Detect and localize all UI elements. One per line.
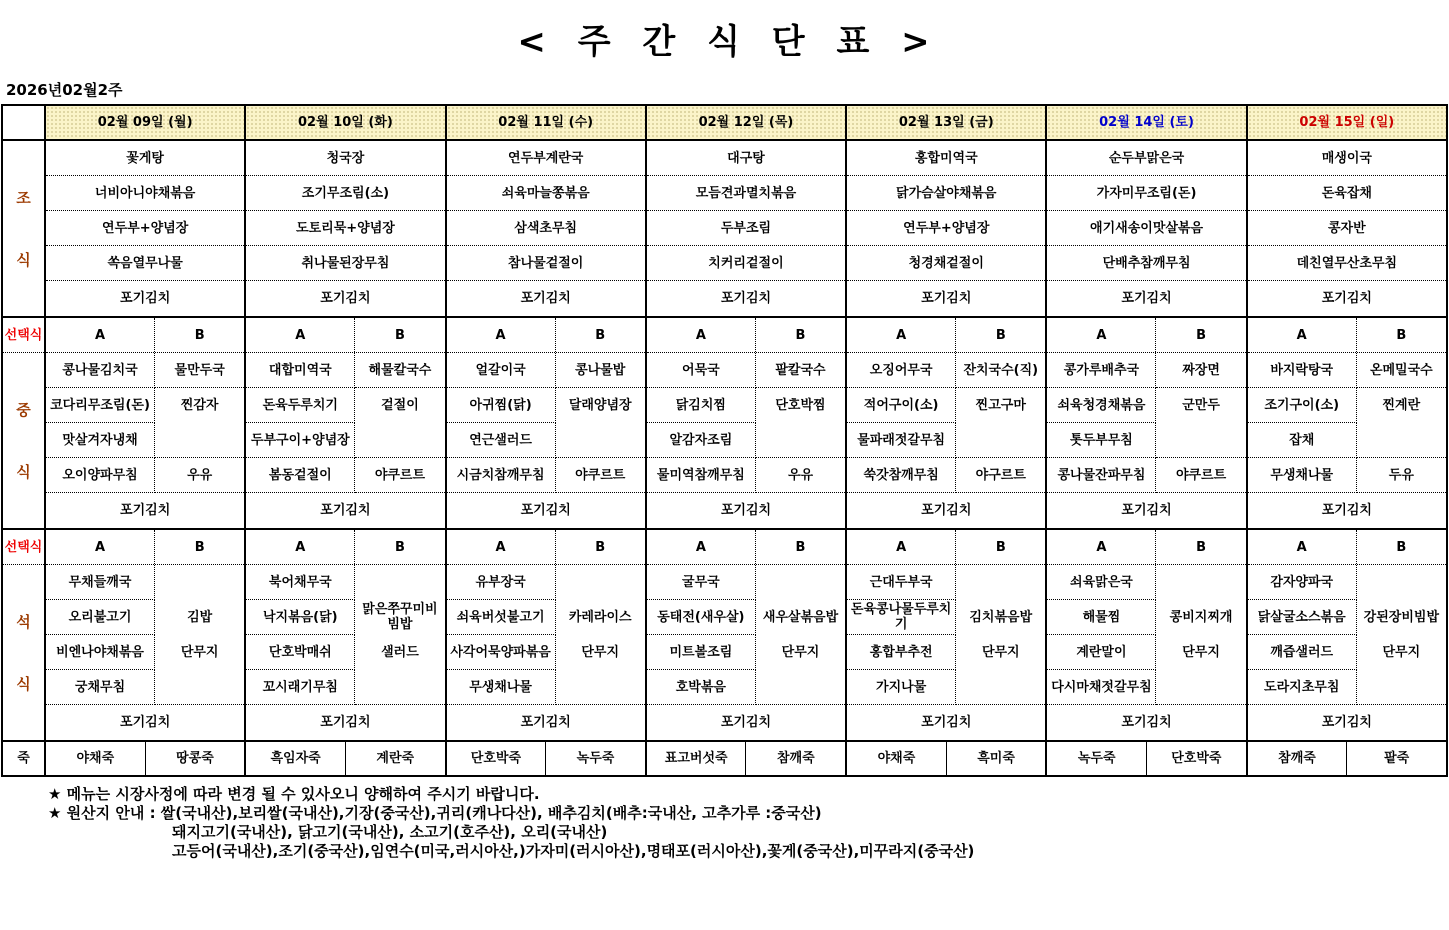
day-column-thu	[645, 106, 845, 775]
menu-cell: 조기구이(소)	[1248, 388, 1357, 423]
menu-cell: 콩나물잔파무침	[1047, 458, 1156, 493]
menu-cell: 콩가루배추국	[1047, 353, 1156, 388]
row-label-char: 식	[16, 674, 31, 693]
menu-cell: 꽃게탕	[46, 141, 244, 176]
choice-b-header: B	[394, 327, 405, 343]
lunch-section	[1047, 316, 1245, 528]
choice-header-row	[847, 530, 1045, 565]
row-label-char: 식	[16, 250, 31, 269]
choice-b-header: B	[995, 327, 1006, 343]
choice-b-header: B	[795, 539, 806, 555]
breakfast-section	[246, 139, 444, 316]
porridge-cell: 녹두죽	[576, 751, 615, 766]
choice-a-header: A	[847, 530, 956, 564]
menu-cell: 쇠육마늘쫑볶음	[447, 176, 645, 211]
menu-cell: 콩비지찌개	[1169, 609, 1233, 625]
row-label-char: 석	[16, 613, 31, 632]
note-line: 돼지고기(국내산), 닭고기(국내산), 소고기(호주산), 오리(국내산)	[172, 823, 608, 841]
menu-cell: 대합미역국	[246, 353, 355, 388]
day-column-fri	[845, 106, 1045, 775]
kimchi-cell: 포기김치	[1321, 715, 1372, 730]
menu-cell: 도라지초무침	[1248, 670, 1357, 705]
menu-cell: 단호박찜	[756, 388, 845, 458]
choice-a-header: A	[1047, 318, 1156, 352]
row-label-choice-dinner: 선택식	[3, 530, 44, 565]
menu-cell: 도토리묵+양념장	[246, 211, 444, 246]
menu-cell: 적어구이(소)	[847, 388, 956, 423]
menu-cell: 단무지	[581, 644, 620, 660]
menu-cell: 쇠육청경채볶음	[1047, 388, 1156, 423]
dinner-grid	[246, 565, 444, 740]
kimchi-cell: 포기김치	[320, 291, 371, 306]
choice-header-row	[46, 318, 244, 353]
choice-b-header: B	[1196, 539, 1207, 555]
menu-cell: 유부장국	[447, 565, 556, 600]
menu-cell: 물미역참깨무침	[647, 458, 756, 493]
menu-cell-group	[556, 565, 645, 705]
menu-cell: 두부조림	[647, 211, 845, 246]
choice-header-row	[847, 318, 1045, 353]
porridge-cell: 참깨죽	[776, 751, 815, 766]
kimchi-cell: 포기김치	[921, 503, 972, 518]
lunch-section	[447, 316, 645, 528]
lunch-grid	[1248, 353, 1446, 528]
porridge-section	[46, 740, 244, 775]
porridge-cell: 단호박죽	[447, 742, 547, 775]
breakfast-section	[447, 139, 645, 316]
breakfast-section	[46, 139, 244, 316]
porridge-section	[1047, 740, 1245, 775]
dinner-section	[647, 528, 845, 740]
kimchi-cell: 포기김치	[320, 503, 371, 518]
choice-header-row	[647, 530, 845, 565]
row-label-char: 조	[16, 189, 31, 208]
porridge-section	[246, 740, 444, 775]
row-label-lunch	[3, 353, 44, 528]
choice-b-header: B	[595, 327, 606, 343]
menu-cell: 애기새송이맛살볶음	[1047, 211, 1245, 246]
day-column-sun	[1246, 106, 1446, 775]
menu-cell: 청국장	[246, 141, 444, 176]
date-header: 02월 09일 (월)	[46, 106, 244, 139]
porridge-section	[847, 740, 1045, 775]
menu-cell: 카레라이스	[568, 609, 632, 625]
menu-cell: 알감자조림	[647, 423, 756, 458]
porridge-section	[647, 740, 845, 775]
porridge-cell: 팥죽	[1384, 751, 1410, 766]
dinner-grid	[46, 565, 244, 740]
row-label-dinner	[3, 565, 44, 740]
kimchi-cell: 포기김치	[921, 715, 972, 730]
note-line: ★ 원산지 안내 : 쌀(국내산),보리쌀(국내산),기장(중국산),귀리(캐나다산), 배추김치(배추:국내산, 고추가루 :중국산)	[48, 804, 822, 822]
lunch-grid	[647, 353, 845, 528]
menu-cell: 콩자반	[1248, 211, 1446, 246]
breakfast-section	[1047, 139, 1245, 316]
day-column-mon	[44, 106, 244, 775]
kimchi-cell: 포기김치	[520, 715, 571, 730]
lunch-grid	[46, 353, 244, 528]
dinner-grid	[1047, 565, 1245, 740]
row-label-lunch-group	[3, 316, 44, 528]
porridge-cell: 야채죽	[847, 742, 947, 775]
menu-cell: 연두부계란국	[447, 141, 645, 176]
menu-cell: 깨즙샐러드	[1248, 635, 1357, 670]
menu-cell: 닭살굴소스볶음	[1248, 600, 1357, 635]
menu-cell: 홍합부추전	[847, 635, 956, 670]
menu-cell: 오이양파무침	[46, 458, 155, 493]
choice-b-header: B	[995, 539, 1006, 555]
day-column-tue	[244, 106, 444, 775]
menu-cell: 야쿠르트	[355, 458, 444, 493]
kimchi-cell: 포기김치	[1121, 503, 1172, 518]
weekly-menu-table	[1, 104, 1448, 777]
menu-cell: 감자양파국	[1248, 565, 1357, 600]
menu-cell: 단배추참깨무침	[1047, 246, 1245, 281]
dinner-section	[1248, 528, 1446, 740]
menu-cell: 무생채나물	[1248, 458, 1357, 493]
lunch-grid	[1047, 353, 1245, 528]
menu-cell: 야쿠르트	[1156, 458, 1245, 493]
menu-cell: 계란말이	[1047, 635, 1156, 670]
menu-cell: 연근샐러드	[447, 423, 556, 458]
kimchi-cell: 포기김치	[720, 503, 772, 518]
choice-a-header: A	[447, 530, 556, 564]
choice-a-header: A	[1248, 530, 1357, 564]
menu-cell: 쇠육맑은국	[1047, 565, 1156, 600]
choice-a-header: A	[647, 318, 756, 352]
menu-cell: 군만두	[1156, 388, 1245, 458]
menu-cell: 두부구이+양념장	[246, 423, 355, 458]
kimchi-cell: 포기김치	[120, 291, 171, 306]
menu-cell: 단무지	[781, 644, 820, 660]
choice-a-header: A	[46, 318, 155, 352]
menu-cell: 샐러드	[381, 644, 419, 660]
dinner-section	[1047, 528, 1245, 740]
choice-a-header: A	[246, 530, 355, 564]
menu-cell: 동태전(새우살)	[647, 600, 756, 635]
menu-cell: 홍합미역국	[847, 141, 1045, 176]
menu-cell: 쇠육버섯불고기	[447, 600, 556, 635]
breakfast-section	[1248, 139, 1446, 316]
menu-cell: 야쿠르트	[556, 458, 645, 493]
dinner-grid	[447, 565, 645, 740]
kimchi-cell: 포기김치	[1121, 291, 1172, 306]
choice-b-header: B	[194, 539, 205, 555]
menu-cell: 궁채무침	[46, 670, 155, 705]
row-label-choice-lunch: 선택식	[3, 318, 44, 353]
menu-cell: 해물칼국수	[355, 353, 444, 388]
dinner-grid	[647, 565, 845, 740]
menu-cell: 잔치국수(직)	[956, 353, 1045, 388]
menu-cell: 무채들깨국	[46, 565, 155, 600]
menu-cell: 닭김치찜	[647, 388, 756, 423]
choice-b-header: B	[1396, 327, 1407, 343]
menu-cell: 꼬시래기무침	[246, 670, 355, 705]
porridge-cell: 흑미죽	[977, 751, 1015, 766]
menu-cell: 사각어묵양파볶음	[447, 635, 556, 670]
menu-cell: 모듬견과멸치볶음	[647, 176, 845, 211]
menu-cell: 겉절이	[355, 388, 444, 458]
menu-cell: 가자미무조림(돈)	[1047, 176, 1245, 211]
page-title: < 주 간 식 단 표 >	[517, 22, 932, 62]
choice-b-header: B	[795, 327, 806, 343]
menu-cell: 봄동겉절이	[246, 458, 355, 493]
menu-cell: 호박볶음	[647, 670, 756, 705]
menu-cell: 강된장비빔밥	[1363, 609, 1440, 625]
choice-header-row	[246, 318, 444, 353]
lunch-grid	[847, 353, 1045, 528]
date-header: 02월 14일 (토)	[1047, 106, 1245, 139]
choice-header-row	[1047, 530, 1245, 565]
menu-cell: 오리불고기	[46, 600, 155, 635]
day-column-wed	[445, 106, 645, 775]
row-label-char: 중	[16, 401, 31, 420]
menu-cell: 콩나물밥	[556, 353, 645, 388]
menu-cell: 단무지	[1182, 644, 1220, 660]
menu-cell: 무생채나물	[447, 670, 556, 705]
menu-cell: 찐계란	[1357, 388, 1446, 458]
choice-a-header: A	[46, 530, 155, 564]
menu-cell: 삼색초무침	[447, 211, 645, 246]
menu-cell: 조기무조림(소)	[246, 176, 444, 211]
lunch-section	[46, 316, 244, 528]
choice-b-header: B	[1196, 327, 1207, 343]
dinner-section	[447, 528, 645, 740]
porridge-section	[447, 740, 645, 775]
choice-a-header: A	[1248, 318, 1357, 352]
menu-cell: 맛살겨자냉채	[46, 423, 155, 458]
date-header: 02월 15일 (일)	[1248, 106, 1446, 139]
row-label-porridge: 죽	[3, 740, 44, 775]
porridge-section	[1248, 740, 1446, 775]
choice-a-header: A	[1047, 530, 1156, 564]
kimchi-cell: 포기김치	[320, 715, 371, 730]
menu-cell: 근대두부국	[847, 565, 956, 600]
porridge-cell: 흑임자죽	[246, 742, 346, 775]
menu-cell: 아귀찜(닭)	[447, 388, 556, 423]
kimchi-cell: 포기김치	[720, 715, 772, 730]
menu-cell: 톳두부무침	[1047, 423, 1156, 458]
porridge-cell: 표고버섯죽	[647, 742, 747, 775]
menu-cell: 쏙음열무나물	[46, 246, 244, 281]
menu-cell-group	[155, 565, 244, 705]
row-label-dinner-group	[3, 528, 44, 740]
menu-cell-group	[1357, 565, 1446, 705]
menu-cell: 북어채무국	[246, 565, 355, 600]
porridge-cell: 땅콩죽	[176, 751, 214, 766]
date-header: 02월 11일 (수)	[447, 106, 645, 139]
menu-cell: 참나물겉절이	[447, 246, 645, 281]
menu-cell: 너비아니야채볶음	[46, 176, 244, 211]
menu-cell: 단무지	[981, 644, 1020, 660]
menu-cell-group	[355, 565, 444, 705]
breakfast-section	[847, 139, 1045, 316]
menu-cell-group	[956, 565, 1045, 705]
menu-cell: 팥칼국수	[756, 353, 845, 388]
choice-header-row	[647, 318, 845, 353]
day-column-sat	[1045, 106, 1245, 775]
lunch-section	[1248, 316, 1446, 528]
menu-cell: 짜장면	[1156, 353, 1245, 388]
menu-cell: 단무지	[1382, 644, 1421, 660]
choice-b-header: B	[194, 327, 205, 343]
note-line: 고등어(국내산),조기(중국산),임연수(미국,러시아산,)가자미(러시아산),명태포(러시아산),꽃게(중국산),미꾸라지(중국산)	[172, 842, 975, 860]
footer-notes	[48, 785, 1449, 861]
choice-header-row	[1047, 318, 1245, 353]
menu-cell: 우유	[155, 458, 244, 493]
choice-header-row	[447, 318, 645, 353]
menu-cell: 달래양념장	[556, 388, 645, 458]
menu-cell: 잡채	[1248, 423, 1357, 458]
menu-cell-group	[756, 565, 845, 705]
menu-cell: 두유	[1357, 458, 1446, 493]
choice-a-header: A	[647, 530, 756, 564]
menu-cell: 어묵국	[647, 353, 756, 388]
menu-cell: 코다리무조림(돈)	[46, 388, 155, 423]
menu-cell: 오징어무국	[847, 353, 956, 388]
menu-cell: 콩나물김치국	[46, 353, 155, 388]
menu-cell: 돈육잡채	[1248, 176, 1446, 211]
kimchi-cell: 포기김치	[520, 291, 571, 306]
kimchi-cell: 포기김치	[1321, 291, 1372, 306]
menu-cell: 맑은쭈꾸미비빔밥	[362, 602, 438, 632]
dinner-grid	[1248, 565, 1446, 740]
menu-cell: 바지락탕국	[1248, 353, 1357, 388]
kimchi-cell: 포기김치	[120, 503, 171, 518]
dinner-grid	[847, 565, 1045, 740]
porridge-cell: 녹두죽	[1047, 742, 1147, 775]
menu-cell: 해물찜	[1047, 600, 1156, 635]
menu-cell: 가지나물	[847, 670, 956, 705]
porridge-cell: 단호박죽	[1171, 751, 1222, 766]
menu-cell: 대구탕	[647, 141, 845, 176]
kimchi-cell: 포기김치	[1321, 503, 1372, 518]
menu-cell: 돈육두루치기	[246, 388, 355, 423]
choice-header-row	[246, 530, 444, 565]
choice-b-header: B	[595, 539, 606, 555]
choice-a-header: A	[246, 318, 355, 352]
menu-cell: 다시마채젓갈무침	[1047, 670, 1156, 705]
menu-cell: 김밥	[187, 609, 213, 625]
menu-cell: 우유	[756, 458, 845, 493]
lunch-section	[647, 316, 845, 528]
menu-cell: 새우살볶음밥	[762, 609, 839, 625]
kimchi-cell: 포기김치	[120, 715, 171, 730]
choice-header-row	[1248, 530, 1446, 565]
menu-cell: 연두부+양념장	[46, 211, 244, 246]
week-label: 2026년02월2주	[6, 81, 123, 99]
menu-cell: 취나물된장무침	[246, 246, 444, 281]
menu-cell: 물만두국	[155, 353, 244, 388]
menu-cell: 비엔나야채볶음	[46, 635, 155, 670]
dinner-section	[246, 528, 444, 740]
choice-header-row	[46, 530, 244, 565]
menu-cell: 온메밀국수	[1357, 353, 1446, 388]
menu-cell: 굴무국	[647, 565, 756, 600]
choice-a-header: A	[847, 318, 956, 352]
choice-b-header: B	[394, 539, 405, 555]
breakfast-section	[647, 139, 845, 316]
porridge-cell: 야채죽	[46, 742, 146, 775]
corner-cell	[3, 106, 44, 139]
kimchi-cell: 포기김치	[1121, 715, 1172, 730]
menu-cell: 순두부맑은국	[1047, 141, 1245, 176]
menu-cell: 찐감자	[155, 388, 244, 458]
menu-cell: 데친열무산초무침	[1248, 246, 1446, 281]
menu-cell-group	[1156, 565, 1245, 705]
menu-cell: 돈육콩나물두루치기	[847, 600, 956, 635]
dinner-section	[46, 528, 244, 740]
kimchi-cell: 포기김치	[720, 291, 772, 306]
lunch-grid	[447, 353, 645, 528]
menu-cell: 찐고구마	[956, 388, 1045, 458]
choice-b-header: B	[1396, 539, 1407, 555]
date-header: 02월 13일 (금)	[847, 106, 1045, 139]
menu-cell: 쑥갓참깨무침	[847, 458, 956, 493]
menu-cell: 닭가슴살야채볶음	[847, 176, 1045, 211]
menu-cell: 치커리겉절이	[647, 246, 845, 281]
choice-header-row	[1248, 318, 1446, 353]
choice-a-header: A	[447, 318, 556, 352]
date-header: 02월 12일 (목)	[647, 106, 845, 139]
lunch-section	[847, 316, 1045, 528]
lunch-section	[246, 316, 444, 528]
menu-cell: 얼갈이국	[447, 353, 556, 388]
menu-cell: 단무지	[180, 644, 219, 660]
row-label-column	[3, 106, 44, 775]
menu-cell: 단호박매쉬	[246, 635, 355, 670]
menu-cell: 물파래젓갈무침	[847, 423, 956, 458]
menu-cell: 김치볶음밥	[969, 609, 1033, 625]
menu-cell: 미트볼조림	[647, 635, 756, 670]
kimchi-cell: 포기김치	[921, 291, 972, 306]
menu-cell: 매생이국	[1248, 141, 1446, 176]
row-label-breakfast	[3, 139, 44, 316]
note-line: ★ 메뉴는 시장사정에 따라 변경 될 수 있사오니 양해하여 주시기 바랍니다.	[48, 785, 540, 803]
menu-cell: 야구르트	[956, 458, 1045, 493]
date-header: 02월 10일 (화)	[246, 106, 444, 139]
menu-cell: 연두부+양념장	[847, 211, 1045, 246]
porridge-cell: 계란죽	[376, 751, 415, 766]
menu-cell: 낙지볶음(닭)	[246, 600, 355, 635]
choice-header-row	[447, 530, 645, 565]
dinner-section	[847, 528, 1045, 740]
kimchi-cell: 포기김치	[520, 503, 571, 518]
menu-cell: 시금치참깨무침	[447, 458, 556, 493]
row-label-char: 식	[16, 462, 31, 481]
porridge-cell: 참깨죽	[1248, 742, 1348, 775]
lunch-grid	[246, 353, 444, 528]
menu-cell: 청경채겉절이	[847, 246, 1045, 281]
